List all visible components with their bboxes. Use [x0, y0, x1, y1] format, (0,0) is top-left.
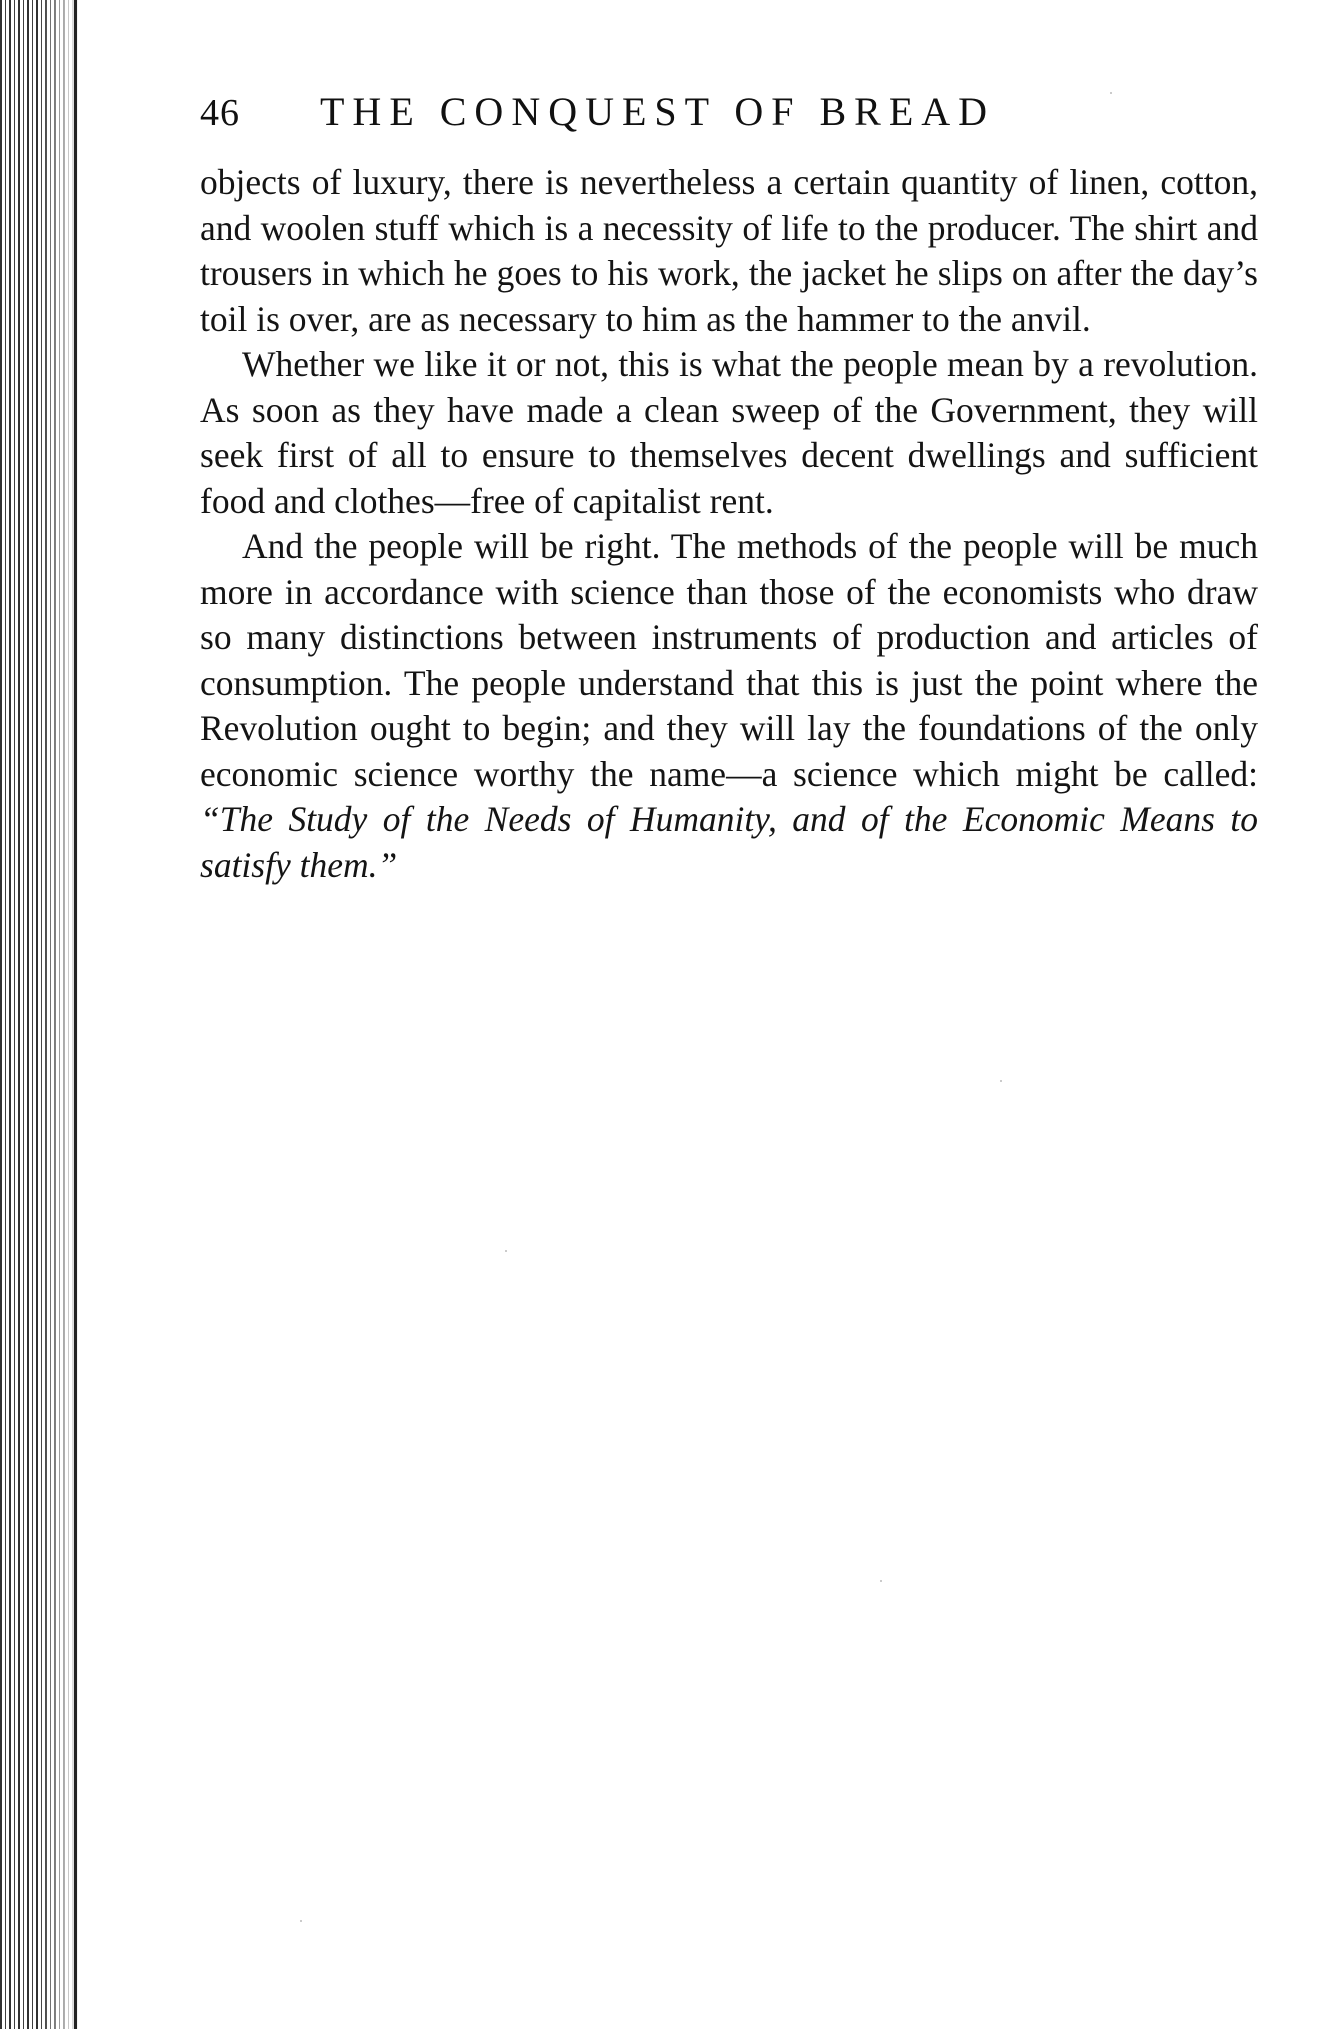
scan-speck: [300, 1920, 302, 1922]
paragraph-1-text: objects of luxury, there is nevertheless a certain quantity of linen, cotton, and woolen stuff which is a necessity of life to the producer. The shirt and trousers in which he goes to his work, the jacket he slips on after the day’s toil is over, are as necessary to him as the hammer to the anvil.: [200, 162, 1258, 339]
book-page: [200, 88, 1258, 888]
running-head: [200, 88, 1258, 152]
paragraph-2: [200, 342, 1258, 524]
paragraph-1: [200, 160, 1258, 342]
paragraph-3: [200, 524, 1258, 888]
page-edge-line: [74, 0, 77, 2029]
paragraph-2-text: Whether we like it or not, this is what the people mean by a revolution. As soon as they have made a clean sweep of the Government, they will seek first of all to ensure to themselves decent dwellings and sufficient food and clothes—free of capitalist rent.: [200, 344, 1258, 521]
paragraph-3-italic-quote: “The Study of the Needs of Humanity, and of the Economic Means to satisfy them.”: [200, 799, 1258, 885]
running-title: THE CONQUEST OF BREAD: [320, 89, 996, 134]
paragraph-3-text: And the people will be right. The methods of the people will be much more in accordance with science than those of the economists who draw so many distinctions between instruments of production and articles of consumption. The people understand that this is just the point where the Revolution ought to begin; and they will lay the foundations of the only economic science worthy the name—a science which might be called:: [200, 526, 1258, 794]
scan-speck: [1110, 92, 1112, 94]
scan-speck: [1000, 1080, 1002, 1082]
scan-speck: [505, 1250, 507, 1252]
page-number: 46: [200, 92, 240, 134]
scan-speck: [880, 1580, 882, 1582]
